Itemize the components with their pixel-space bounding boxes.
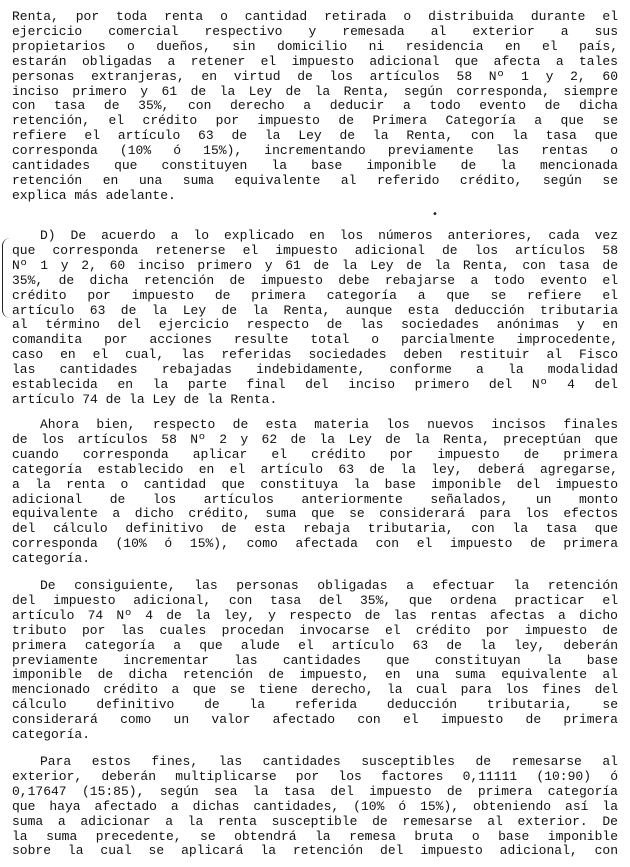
text-line: crédito por impuesto de primera categoría a que se refiere el [12,287,618,303]
text-line: la suma precedente, se obtendrá la remesa bruta o base imponible [12,828,618,844]
text-line: retención, el crédito por impuesto de Primera Categoría a que se [12,113,618,129]
text-line: propietarios o dueños, sin domicilio ni residencia en el país, [12,38,618,54]
text-line: categoría. [12,727,91,742]
text-line: cantidades que constituyen la base imponible de la mencionada [12,158,618,173]
text-line: inciso primero y 61 de la Ley de la Renta, según corresponda, siempre [12,83,618,99]
text-line: artículo 63 de la Ley de la Renta, aunque esta deducción tributaria [12,302,618,318]
text-line: explica más adelante. [12,187,176,203]
text-line: mencionado crédito a que se tiene derecho, la cual para los fines del [12,682,618,698]
text-line: con tasa de 35%, con derecho a deducir a todo evento de dicha [12,98,618,114]
text-line: exterior, deberán multiplicarse por los factores 0,11111 (10:90) ó [12,768,618,784]
text-line: que corresponda retenerse el impuesto adicional de los artículos 58 [12,242,618,258]
text-line: artículo 74 de la Ley de la Renta. [12,391,278,407]
text-line: de los artículos 58 Nº 2 y 62 de la Ley de la Renta, preceptúan que [12,431,618,447]
text-line: establecida en la parte final del inciso primero del Nº 4 del [12,377,618,392]
text-line: equivalente a dicho crédito, suma que se considerará para los efectos [12,506,618,522]
text-line: Nº 1 y 2, 60 inciso primero y 61 de la Ley de la Renta, con tasa de [12,257,618,273]
text-line: 0,17647 (15:85), según sea la tasa del impuesto de primera categoría [12,783,618,799]
text-line: al término del ejercicio respecto de las sociedades anónimas y en [12,317,618,333]
text-line: Renta, por toda renta o cantidad retirada o distribuida durante el [12,9,618,24]
text-line: Para estos fines, las cantidades susceptibles de remesarse al [40,754,618,769]
text-line: artículo 74 Nº 4 de la ley, y respecto de las rentas afectas a dicho [12,607,618,623]
text-line: cálculo definitivo de la referida deducción tributaria, se [12,697,618,713]
text-line: comandita por acciones resulte total o parcialmente improcedente, [12,332,618,348]
text-line: considerará como un valor afectado con el impuesto de primera [12,712,618,728]
text-line: corresponda (10% ó 15%), incrementando previamente las rentas o [12,143,618,159]
text-line: D) De acuerdo a lo explicado en los números anteriores, cada vez [40,228,618,243]
text-line: corresponda (10% ó 15%), como afectada con el impuesto de primera [12,536,618,552]
text-line: refiere el artículo 63 de la Ley de la Renta, con la tasa que [12,128,618,144]
text-line: Ahora bien, respecto de esta materia los nuevos incisos finales [40,417,618,432]
text-line: las cantidades rebajadas indebidamente, conforme a la modalidad [12,362,618,378]
text-line: retención en una suma equivalente al referido crédito, según se [12,172,618,188]
text-line: personas extranjeras, en virtud de los artículos 58 Nº 1 y 2, 60 [12,68,618,84]
text-line: categoría establecido en el artículo 63 de la ley, deberá agregarse, [12,461,618,477]
text-line: del impuesto adicional, con tasa del 35%, que ordena practicar el [12,592,618,608]
margin-tick-mark: • [432,209,438,220]
text-line: primera categoría a que alude el artículo 63 de la ley, deberán [12,637,618,653]
text-line: tributo por las cuales procedan invocarse el crédito por impuesto de [12,622,618,638]
text-line: suma a adicionar a la renta susceptible de remesarse al exterior. De [12,813,618,829]
text-line: categoría. [12,551,91,567]
text-line: adicional de los artículos anteriormente señalados, un monto [12,491,618,507]
text-line: imponible de dicha retención de impuesto, en una suma equivalente al [12,667,618,683]
text-line: cuando corresponda aplicar el crédito por impuesto de primera [12,446,618,462]
text-line: sobre la cual se aplicará la retención del impuesto adicional, con [12,843,618,859]
text-line: estarán obligadas a retener el impuesto adicional que afecta a tales [12,53,618,69]
text-line: del cálculo definitivo de esta rebaja tributaria, con la tasa que [12,521,618,537]
text-line: previamente incrementar las cantidades que constituyan la base [12,652,618,668]
text-line: ejercicio comercial respectivo y remesada al exterior a sus [12,23,618,39]
text-line: 35%, de dicha retención de impuesto debe rebajarse a todo evento el [12,272,618,288]
text-line: a la renta o cantidad que constituya la base imponible del impuesto [12,476,618,492]
text-line: caso en el cual, las referidas sociedades deben restituir al Fisco [12,347,618,363]
text-line: que haya afectado a dichas cantidades, (10% ó 15%), obteniendo así la [12,798,618,814]
margin-bracket-mark [2,238,11,318]
text-line: De consiguiente, las personas obligadas a efectuar la retención [40,578,618,593]
